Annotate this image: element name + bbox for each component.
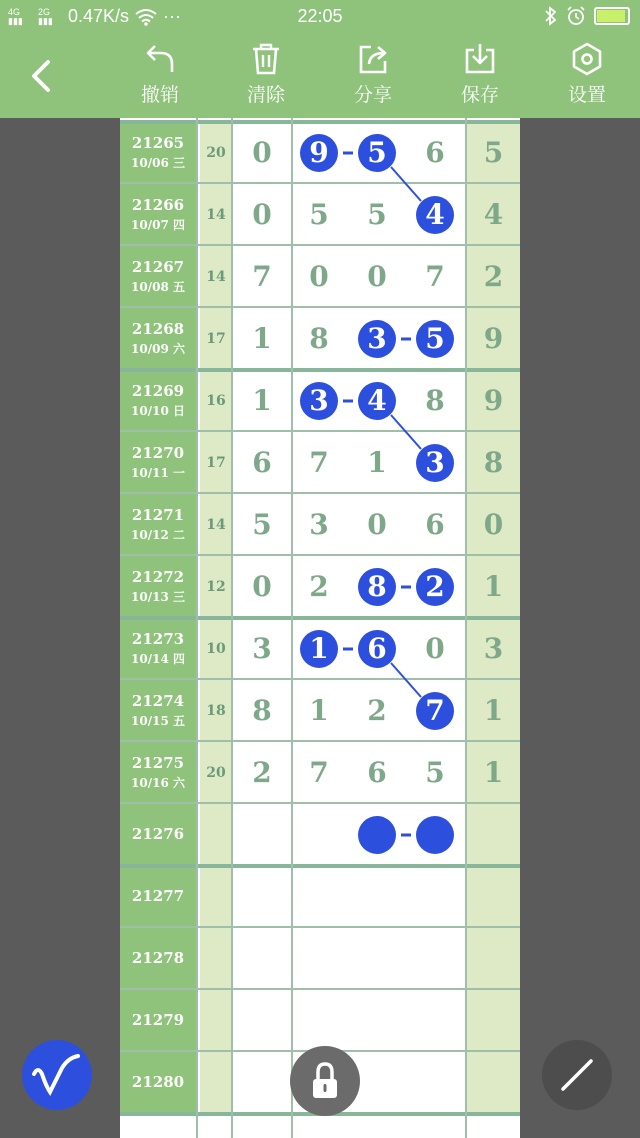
issue-cell [120, 742, 196, 804]
digit: 1 [252, 322, 272, 355]
grid-line [120, 864, 520, 868]
digit: 5 [367, 198, 387, 231]
issue-cell [120, 494, 196, 556]
issue-number: 21272 [131, 568, 185, 586]
last-digit-cell [467, 556, 520, 618]
issue-number: 21274 [131, 692, 185, 710]
grid-line [120, 926, 520, 928]
issue-number: 21268 [131, 320, 185, 338]
highlight-ball[interactable] [416, 816, 454, 854]
digit [417, 1065, 453, 1101]
grid-line [120, 368, 520, 372]
alarm-icon [566, 6, 586, 26]
highlight-ball[interactable]: 5 [358, 134, 396, 172]
digit: 7 [309, 756, 329, 789]
more-dots: ··· [163, 6, 182, 26]
digit [244, 1003, 280, 1039]
last-digit-cell [467, 866, 520, 928]
digits-cell[interactable] [233, 866, 465, 928]
status-bar [0, 0, 640, 34]
digits-cell[interactable] [233, 804, 465, 866]
last-digit-cell [467, 246, 520, 308]
issue-date: 10/07 四 [131, 218, 185, 232]
sum-cell [200, 804, 232, 866]
digit [417, 879, 453, 915]
digit [359, 1003, 395, 1039]
digit: 8 [309, 322, 329, 355]
last-digit: 0 [483, 508, 504, 541]
digits-cell[interactable] [233, 494, 465, 556]
highlight-ball[interactable]: 3 [358, 320, 396, 358]
issue-date: 10/06 三 [131, 156, 185, 170]
last-digit: 4 [483, 198, 504, 231]
table-row[interactable] [120, 618, 520, 680]
digit: 7 [252, 260, 272, 293]
settings-hexagon-icon [570, 42, 604, 76]
digit [359, 879, 395, 915]
digit: 8 [425, 384, 445, 417]
grid-line [120, 554, 520, 556]
issue-cell [120, 804, 196, 866]
last-digit: 3 [483, 632, 504, 665]
issue-date: 10/13 三 [131, 590, 185, 604]
digits-cell[interactable] [233, 432, 465, 494]
last-digit-cell [467, 804, 520, 866]
grid-line [120, 120, 520, 124]
chevron-left-icon [22, 56, 62, 96]
last-digit: 1 [483, 756, 504, 789]
last-digit-cell [467, 1052, 520, 1114]
share-icon [356, 42, 390, 76]
digit [359, 941, 395, 977]
issue-number: 21271 [131, 506, 185, 524]
last-digit-cell [467, 432, 520, 494]
table-row[interactable] [120, 308, 520, 370]
grid-line [120, 244, 520, 246]
sum-cell: 17 [200, 308, 232, 370]
issue-cell [120, 618, 196, 680]
issue-date: 10/14 四 [131, 652, 185, 666]
last-digit-cell [467, 370, 520, 432]
sum-cell [200, 990, 232, 1052]
issue-date: 10/10 日 [131, 404, 185, 418]
trash-icon [249, 42, 283, 76]
digit: 0 [252, 136, 272, 169]
issue-cell [120, 928, 196, 990]
table-row[interactable] [120, 432, 520, 494]
last-digit-cell [467, 990, 520, 1052]
digit: 0 [425, 632, 445, 665]
table-row[interactable] [120, 928, 520, 990]
network-speed: 0.47K/s [68, 6, 130, 26]
issue-cell [120, 432, 196, 494]
digits-cell[interactable] [233, 246, 465, 308]
digits-cell[interactable] [233, 742, 465, 804]
digit: 3 [252, 632, 272, 665]
digit [417, 941, 453, 977]
digits-cell[interactable] [233, 370, 465, 432]
digit: 0 [367, 260, 387, 293]
digit [301, 817, 337, 853]
last-digit: 5 [483, 136, 504, 169]
clear-button[interactable] [231, 42, 301, 107]
last-digit: 2 [483, 260, 504, 293]
issue-number: 21277 [131, 887, 185, 905]
table-row[interactable] [120, 122, 520, 184]
digit [244, 817, 280, 853]
lock-button[interactable] [290, 1046, 360, 1116]
issue-cell [120, 370, 196, 432]
bluetooth-icon [544, 6, 558, 26]
issue-number: 21273 [131, 630, 185, 648]
highlight-ball[interactable] [358, 816, 396, 854]
highlight-ball[interactable]: 3 [416, 444, 454, 482]
status-right [544, 6, 630, 26]
digit: 5 [309, 198, 329, 231]
grid-line [120, 430, 520, 432]
table-row[interactable] [120, 742, 520, 804]
grid-line [120, 678, 520, 680]
digit: 0 [309, 260, 329, 293]
undo-label: 撤销 [140, 84, 179, 106]
table-row[interactable] [120, 804, 520, 866]
sum-cell: 12 [200, 556, 232, 618]
digit: 7 [309, 446, 329, 479]
last-digit: 1 [483, 694, 504, 727]
digit: 7 [425, 260, 445, 293]
sum-cell [200, 866, 232, 928]
issue-number: 21265 [131, 134, 185, 152]
grid-line [231, 118, 233, 1138]
last-digit-cell [467, 928, 520, 990]
table-row[interactable] [120, 184, 520, 246]
digits-cell[interactable] [233, 556, 465, 618]
digit [301, 941, 337, 977]
digit: 2 [252, 756, 272, 789]
digit: 2 [367, 694, 387, 727]
issue-cell [120, 866, 196, 928]
digit [359, 1065, 395, 1101]
digit: 1 [252, 384, 272, 417]
issue-date: 10/09 六 [131, 342, 185, 356]
sum-cell: 10 [200, 618, 232, 680]
grid-line [120, 492, 520, 494]
digit: 1 [367, 446, 387, 479]
line-tool-button[interactable] [542, 1040, 612, 1110]
table-row[interactable] [120, 556, 520, 618]
last-digit: 9 [483, 322, 504, 355]
save-label: 保存 [460, 84, 499, 106]
share-label: 分享 [353, 84, 392, 106]
lock-icon [290, 1046, 360, 1116]
sum-cell: 16 [200, 370, 232, 432]
highlight-ball[interactable]: 6 [358, 630, 396, 668]
digit: 8 [252, 694, 272, 727]
toolbar [0, 34, 640, 118]
grid-line [120, 182, 520, 184]
issue-number: 21279 [131, 1011, 185, 1029]
sum-cell: 14 [200, 184, 232, 246]
highlight-ball[interactable]: 3 [300, 382, 338, 420]
back-button[interactable] [22, 56, 62, 96]
signal-right-label: 2G [38, 6, 51, 17]
digit: 0 [367, 508, 387, 541]
digits-cell[interactable] [233, 184, 465, 246]
issue-date: 10/08 五 [131, 280, 185, 294]
issue-number: 21266 [131, 196, 185, 214]
settings-button[interactable] [552, 42, 622, 107]
highlight-ball[interactable]: 5 [416, 320, 454, 358]
grid-line [120, 988, 520, 990]
issue-date: 10/15 五 [131, 714, 185, 728]
grid-line [120, 306, 520, 308]
issue-number: 21280 [131, 1073, 185, 1091]
table-row[interactable] [120, 866, 520, 928]
issue-number: 21270 [131, 444, 185, 462]
undo-icon [143, 42, 177, 76]
digit: 6 [425, 136, 445, 169]
digits-cell[interactable] [233, 928, 465, 990]
digit [244, 1065, 280, 1101]
digit [244, 879, 280, 915]
last-digit-cell [467, 122, 520, 184]
issue-number: 21276 [131, 825, 185, 843]
issue-cell [120, 990, 196, 1052]
table-row[interactable] [120, 990, 520, 1052]
grid-line [465, 118, 467, 1138]
highlight-ball[interactable]: 4 [416, 196, 454, 234]
grid-line [120, 740, 520, 742]
digits-cell[interactable] [233, 680, 465, 742]
digit: 5 [425, 756, 445, 789]
issue-date: 10/16 六 [131, 776, 185, 790]
digit: 0 [252, 570, 272, 603]
last-digit-cell [467, 742, 520, 804]
issue-cell [120, 556, 196, 618]
sum-cell: 18 [200, 680, 232, 742]
table-row[interactable] [120, 246, 520, 308]
issue-cell [120, 246, 196, 308]
issue-cell [120, 680, 196, 742]
issue-cell [120, 122, 196, 184]
digit [417, 1003, 453, 1039]
line-tool-icon [542, 1040, 612, 1110]
share-button[interactable] [338, 42, 408, 107]
sum-cell: 14 [200, 494, 232, 556]
digit: 2 [309, 570, 329, 603]
highlight-ball[interactable]: 8 [358, 568, 396, 606]
last-digit-cell [467, 184, 520, 246]
digits-cell[interactable] [233, 122, 465, 184]
signal-left-label: 4G [8, 6, 21, 17]
save-button[interactable] [445, 42, 515, 107]
highlight-ball[interactable]: 2 [416, 568, 454, 606]
table-row[interactable] [120, 680, 520, 742]
grid-line [196, 118, 198, 1138]
sum-cell: 14 [200, 246, 232, 308]
grid-line [120, 616, 520, 620]
issue-cell [120, 1052, 196, 1114]
lottery-chart-table[interactable] [120, 118, 520, 1138]
highlight-ball[interactable]: 7 [416, 692, 454, 730]
digit: 1 [309, 694, 329, 727]
settings-label: 设置 [567, 84, 606, 106]
table-row[interactable] [120, 494, 520, 556]
digit: 6 [252, 446, 272, 479]
last-digit-cell [467, 618, 520, 680]
sum-cell [200, 928, 232, 990]
digit: 6 [367, 756, 387, 789]
sum-cell: 20 [200, 122, 232, 184]
last-digit: 9 [483, 384, 504, 417]
digit: 6 [425, 508, 445, 541]
grid-line [120, 802, 520, 804]
clock: 22:05 [297, 6, 343, 26]
table-row[interactable] [120, 370, 520, 432]
issue-number: 21267 [131, 258, 185, 276]
pen-scribble-icon [22, 1040, 92, 1110]
digit: 5 [252, 508, 272, 541]
signal-2g-icon: 2G ▮▮▮ [38, 6, 53, 26]
last-digit-cell [467, 308, 520, 370]
undo-button[interactable] [125, 42, 195, 107]
last-digit-cell [467, 494, 520, 556]
battery-icon [594, 7, 630, 25]
digit: 0 [252, 198, 272, 231]
digits-cell[interactable] [233, 618, 465, 680]
clear-label: 清除 [246, 84, 285, 106]
digit [301, 879, 337, 915]
digit [244, 941, 280, 977]
issue-number: 21269 [131, 382, 185, 400]
issue-number: 21278 [131, 949, 185, 967]
issue-date: 10/11 一 [131, 466, 185, 480]
digits-cell[interactable] [233, 308, 465, 370]
highlight-ball[interactable]: 1 [300, 630, 338, 668]
signal-4g-icon: 4G ▮▮▮ [8, 6, 23, 26]
download-icon [463, 42, 497, 76]
grid-line [291, 118, 293, 1138]
last-digit-cell [467, 680, 520, 742]
sum-cell: 20 [200, 742, 232, 804]
issue-cell [120, 184, 196, 246]
issue-date: 10/12 二 [131, 528, 185, 542]
last-digit: 1 [483, 570, 504, 603]
last-digit: 8 [483, 446, 504, 479]
pen-tool-button[interactable] [22, 1040, 92, 1110]
issue-cell [120, 308, 196, 370]
issue-number: 21275 [131, 754, 185, 772]
highlight-ball[interactable]: 4 [358, 382, 396, 420]
sum-cell [200, 1052, 232, 1114]
digit [301, 1003, 337, 1039]
highlight-ball[interactable]: 9 [300, 134, 338, 172]
sum-cell: 17 [200, 432, 232, 494]
digits-cell[interactable] [233, 990, 465, 1052]
digit: 3 [309, 508, 329, 541]
